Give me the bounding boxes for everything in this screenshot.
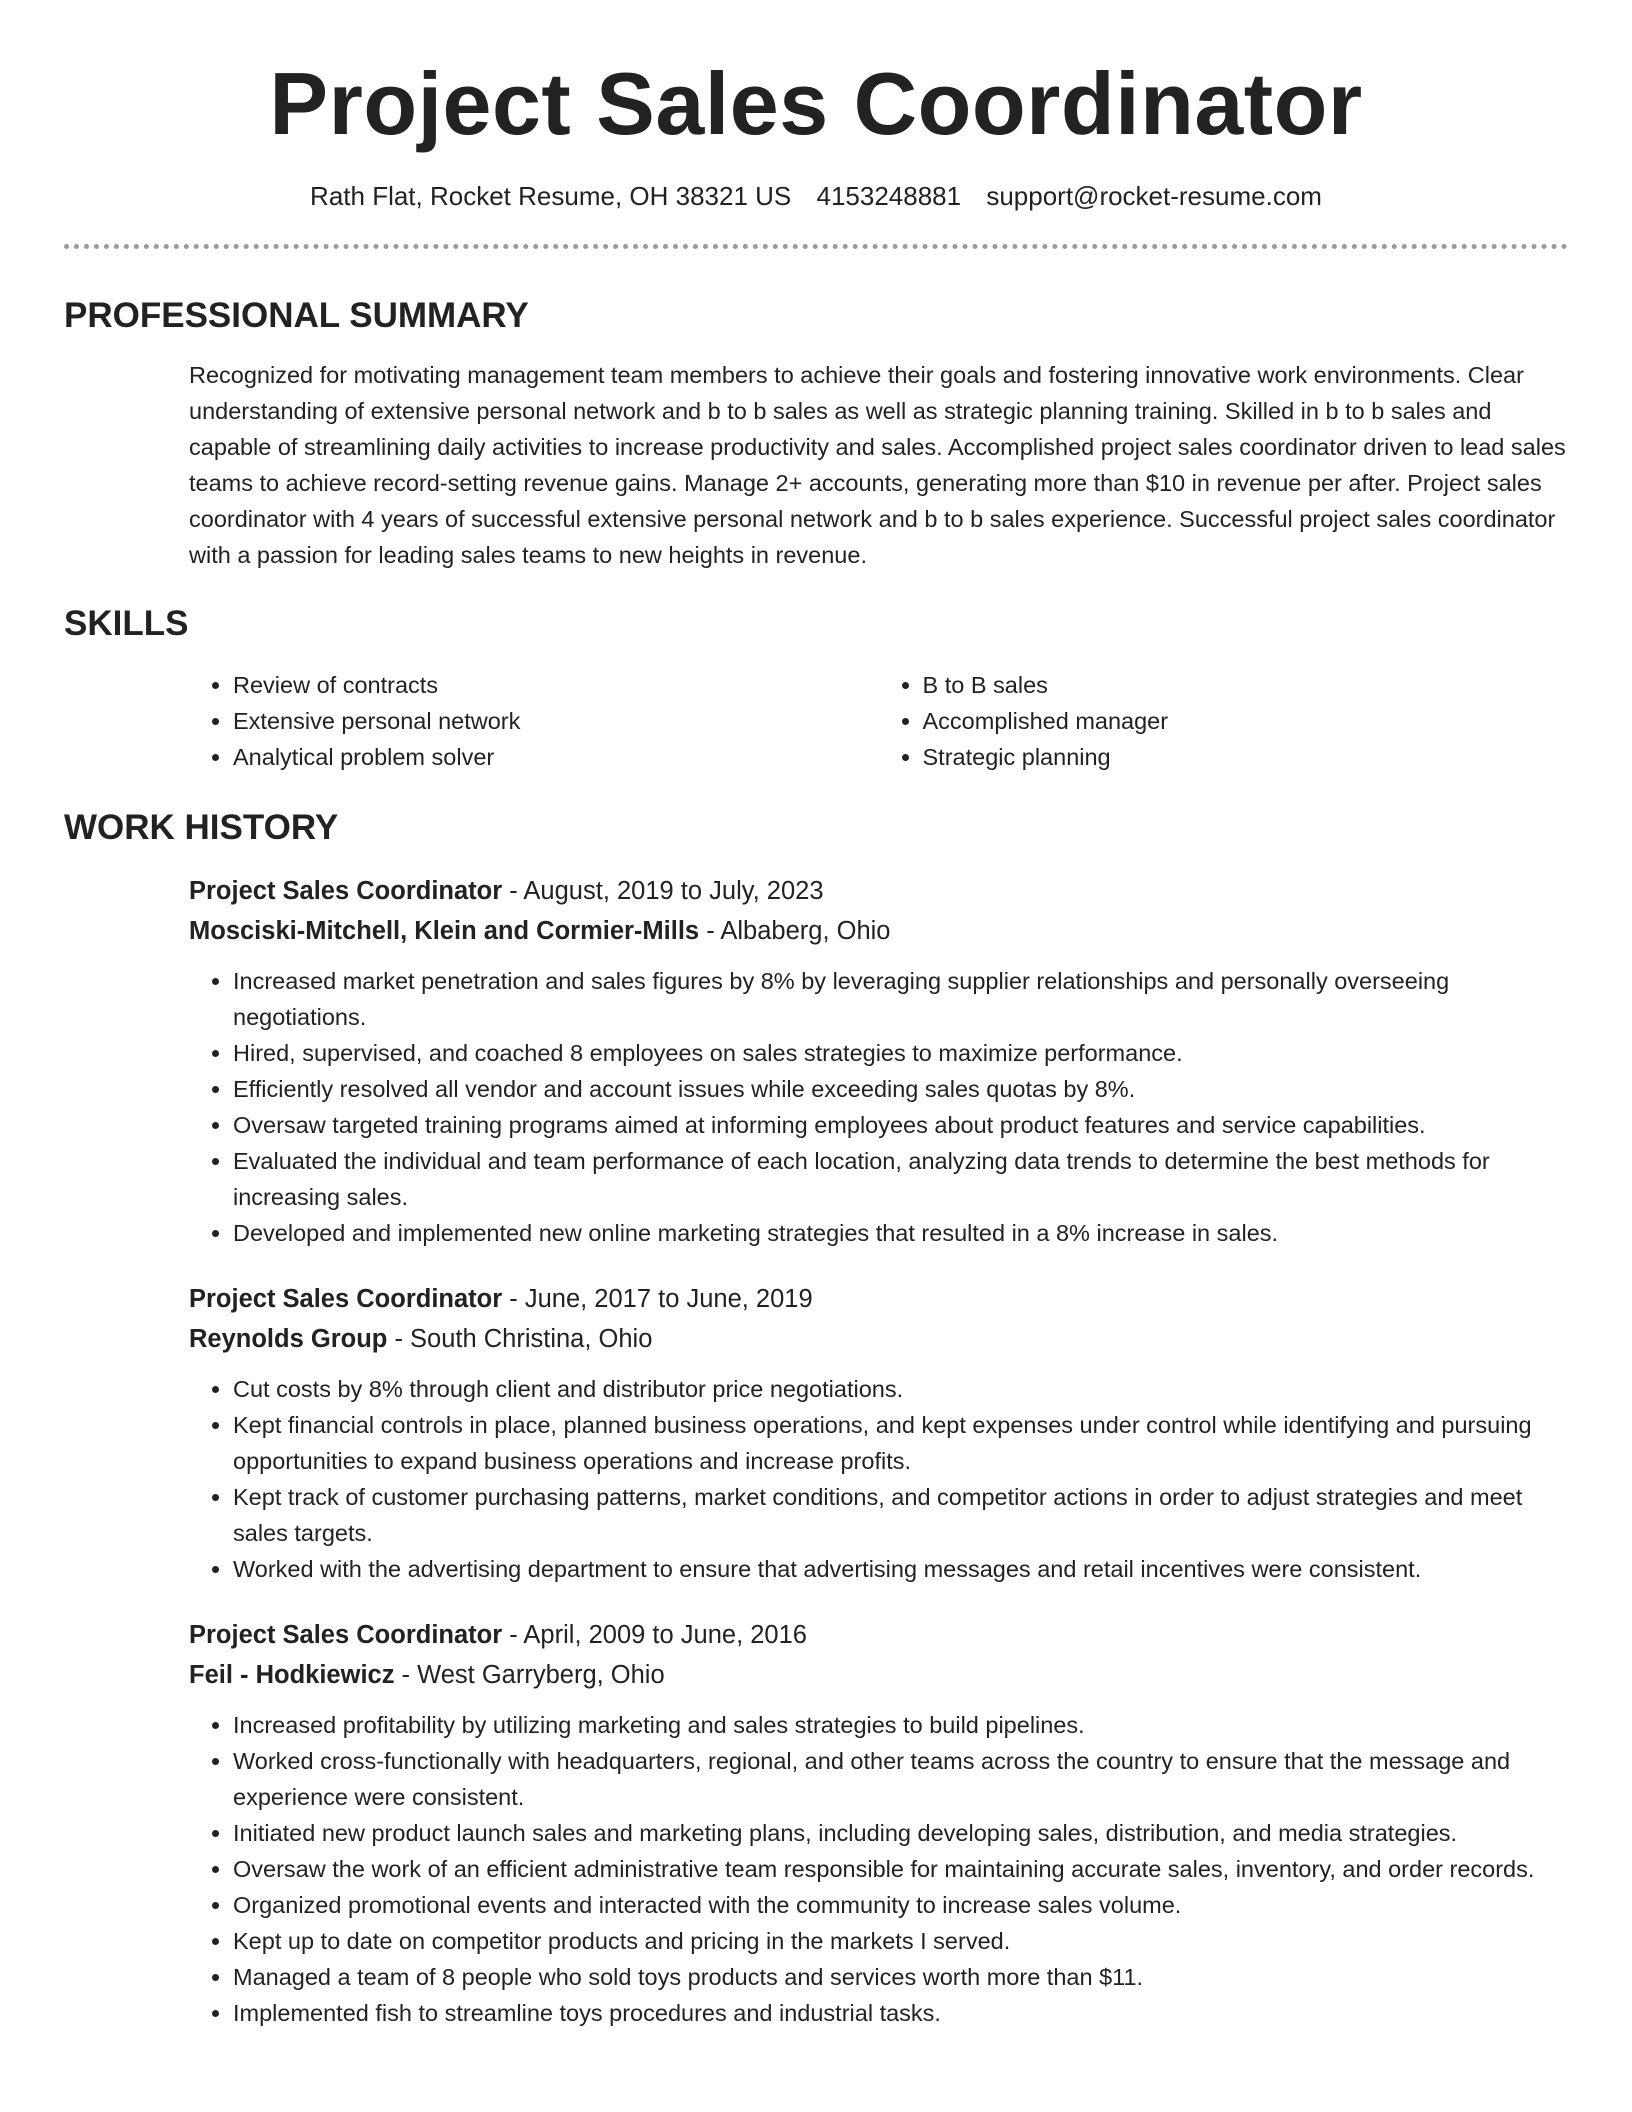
duty-item: • Initiated new product launch sales and marketing plans, including developing sales, distribution, and media strategies.	[233, 1815, 1568, 1851]
job-company: Mosciski-Mitchell, Klein and Cormier-Mills	[189, 917, 700, 945]
header-divider	[64, 244, 1568, 249]
job-dates: - April, 2009 to June, 2016	[502, 1621, 807, 1649]
duty-item: • Cut costs by 8% through client and distributor price negotiations.	[233, 1371, 1568, 1407]
duty-item: • Hired, supervised, and coached 8 employees on sales strategies to maximize performance.	[233, 1035, 1568, 1071]
job-duties	[189, 1707, 1568, 2031]
job-company-line	[189, 911, 1568, 951]
duty-item: • Kept up to date on competitor products and pricing in the markets I served.	[233, 1923, 1568, 1959]
duty-item: • Worked with the advertising department to ensure that advertising messages and retail incentives were consistent.	[233, 1551, 1568, 1587]
contact-line	[64, 180, 1568, 212]
job-location: - South Christina, Ohio	[387, 1325, 653, 1353]
skill-item: • Extensive personal network	[233, 703, 879, 739]
skill-item: • Analytical problem solver	[233, 739, 879, 775]
duty-item: • Managed a team of 8 people who sold toys products and services worth more than $11.	[233, 1959, 1568, 1995]
job-location: - West Garryberg, Ohio	[394, 1661, 665, 1689]
job-role: Project Sales Coordinator	[189, 1621, 503, 1649]
job-location: - Albaberg, Ohio	[699, 917, 891, 945]
resume-title: Project Sales Coordinator	[269, 54, 1363, 153]
job-company: Feil - Hodkiewicz	[189, 1661, 395, 1689]
skills-section	[64, 603, 1568, 775]
job-title-line	[189, 871, 1568, 911]
duty-item: • Evaluated the individual and team performance of each location, analyzing data trends to determine the best methods for increasing sales.	[233, 1143, 1568, 1215]
duty-item: • Increased profitability by utilizing marketing and sales strategies to build pipelines.	[233, 1707, 1568, 1743]
work-history-heading: WORK HISTORY	[64, 808, 339, 847]
summary-heading: PROFESSIONAL SUMMARY	[64, 296, 529, 335]
duty-item: • Implemented fish to streamline toys procedures and industrial tasks.	[233, 1995, 1568, 2031]
skill-item: • Strategic planning	[923, 739, 1569, 775]
skill-item: • Review of contracts	[233, 667, 879, 703]
job-company-line	[189, 1319, 1568, 1359]
duty-item: • Kept financial controls in place, planned business operations, and kept expenses under control while identifying and pursuing opportunities to expand business operations and increase profits.	[233, 1407, 1568, 1479]
duty-item: • Efficiently resolved all vendor and account issues while exceeding sales quotas by 8%.	[233, 1071, 1568, 1107]
job-company: Reynolds Group	[189, 1325, 388, 1353]
job-title-line	[189, 1615, 1568, 1655]
summary-paragraph: Recognized for motivating management team members to achieve their goals and fostering innovative work environments. Clear understanding of extensive personal network and b to b sales as well as strategic planning training. Skilled in b to b sales and capable of streamlining daily activities to increase productivity and sales. Accomplished project sales coordinator driven to lead sales teams to achieve record-setting revenue gains. Manage 2+ accounts, generating more than $10 in revenue per after. Project sales coordinator with 4 years of successful extensive personal network and b to b sales experience. Successful project sales coordinator with a passion for leading sales teams to new heights in revenue.	[189, 362, 1566, 568]
work-history-section	[64, 807, 1568, 2031]
duty-item: • Developed and implemented new online marketing strategies that resulted in a 8% increase in sales.	[233, 1215, 1568, 1251]
skills-grid	[189, 667, 1568, 775]
job-entry	[189, 1279, 1568, 1587]
job-role: Project Sales Coordinator	[189, 877, 503, 905]
skills-list-right	[879, 667, 1569, 775]
job-entry	[189, 871, 1568, 1251]
contact-email: support@rocket-resume.com	[986, 181, 1322, 211]
duty-item: • Organized promotional events and interacted with the community to increase sales volume.	[233, 1887, 1568, 1923]
job-role: Project Sales Coordinator	[189, 1285, 503, 1313]
duty-item: • Kept track of customer purchasing patterns, market conditions, and competitor actions in order to adjust strategies and meet sales targets.	[233, 1479, 1568, 1551]
duty-item: • Worked cross-functionally with headquarters, regional, and other teams across the country to ensure that the message and experience were consistent.	[233, 1743, 1568, 1815]
job-dates: - August, 2019 to July, 2023	[502, 877, 824, 905]
job-duties	[189, 963, 1568, 1251]
contact-phone: 4153248881	[816, 181, 962, 211]
job-entry	[189, 1615, 1568, 2031]
job-company-line	[189, 1655, 1568, 1695]
job-title-line	[189, 1279, 1568, 1319]
duty-item: • Increased market penetration and sales figures by 8% by leveraging supplier relationships and personally overseeing negotiations.	[233, 963, 1568, 1035]
contact-address: Rath Flat, Rocket Resume, OH 38321 US	[310, 181, 792, 211]
skills-heading: SKILLS	[64, 604, 189, 643]
duty-item: • Oversaw the work of an efficient administrative team responsible for maintaining accurate sales, inventory, and order records.	[233, 1851, 1568, 1887]
professional-summary-section	[64, 295, 1568, 573]
skill-item: • B to B sales	[923, 667, 1569, 703]
job-dates: - June, 2017 to June, 2019	[502, 1285, 813, 1313]
skill-item: • Accomplished manager	[923, 703, 1569, 739]
skills-list-left	[189, 667, 879, 775]
duty-item: • Oversaw targeted training programs aimed at informing employees about product features and service capabilities.	[233, 1107, 1568, 1143]
job-duties	[189, 1371, 1568, 1587]
